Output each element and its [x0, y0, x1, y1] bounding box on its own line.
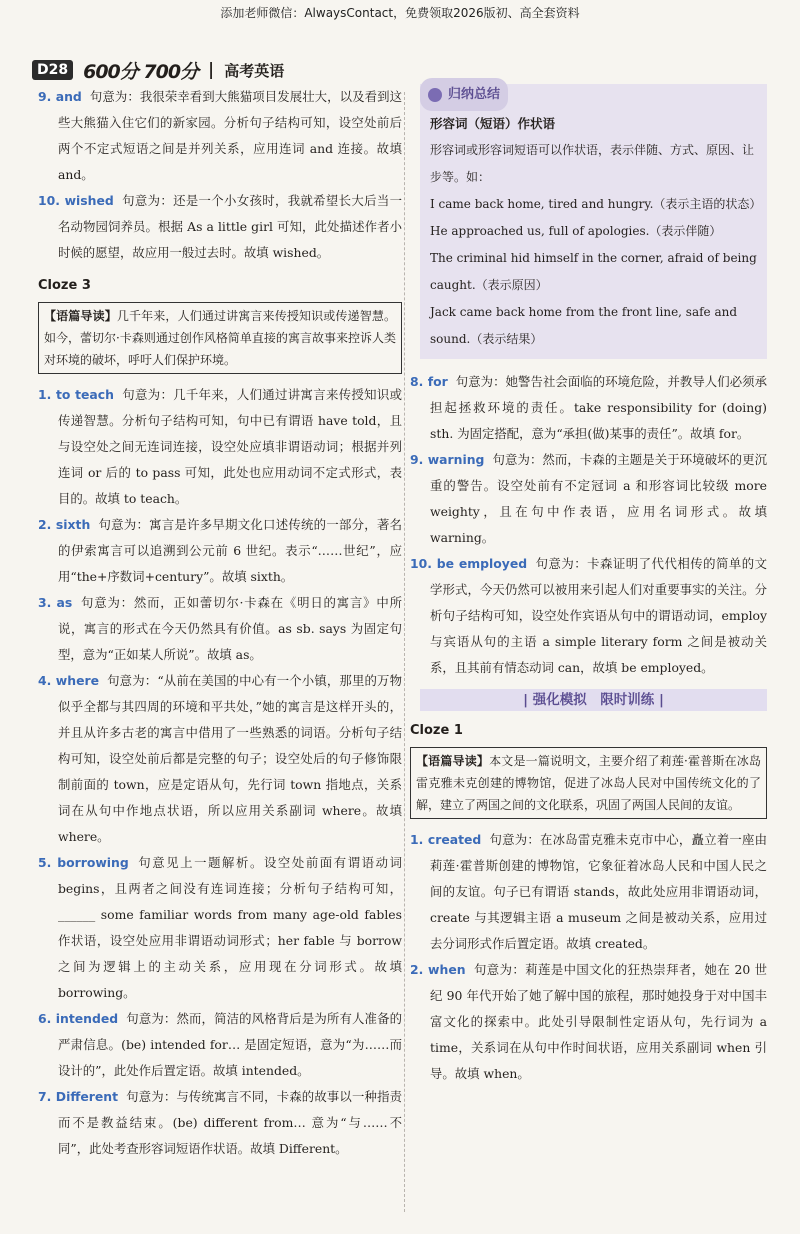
answer-key: 2. when: [410, 962, 466, 977]
answer-item: [38, 512, 402, 590]
answer-key: 5. borrowing: [38, 855, 129, 870]
top-note: 添加老师微信：AlwaysContact，免费领取2026版初、高全套资料: [220, 6, 580, 20]
answer-item: [38, 850, 402, 1006]
right-column: [410, 84, 767, 1087]
answer-key: 9. warning: [410, 452, 485, 467]
answer-item: [38, 1084, 402, 1162]
passage-guide: [38, 302, 402, 374]
answer-item: [410, 551, 767, 681]
answer-key: 4. where: [38, 673, 99, 688]
answer-text: 句意为：她警告社会面临的环境危险，并教导人们必须承担起拯救环境的责任。take responsibility for (doing) sth. 为固定搭配，意为“承担(做)某事的责任”。故填 for。: [430, 374, 768, 441]
summary-line: I came back home, tired and hungry.（表示主语的状态）: [430, 197, 762, 211]
answer-text: 句意为：莉莲是中国文化的狂热崇拜者，她在 20 世纪 90 年代开始了她了解中国的旅程，那时她投身于对中国丰富文化的探索中。此处引导限制性定语从句，先行词为 a time，关系词在从句中作时间状语，应用关系副词 when 引导。故填 when。: [430, 962, 767, 1081]
answer-key: 8. for: [410, 374, 448, 389]
answer-text: 句意为：在冰岛雷克雅未克市中心，矗立着一座由莉莲·霍普斯创建的博物馆，它象征着冰岛人民和中国人民之间的友谊。句子已有谓语 stands，故此处应用非谓语动词，create 与其逻辑主语 a museum 之间是被动关系，应用过去分词形式作后置定语。故填 created。: [430, 832, 768, 951]
answer-item: [410, 957, 767, 1087]
answer-item: [410, 447, 767, 551]
answer-item: [38, 668, 402, 850]
answer-item: [38, 590, 402, 668]
answer-text: 句意见上一题解析。设空处前面有谓语动词 begins，且两者之间没有连词连接；分析句子结构可知，______ some familiar words from many age-old fables 作状语，设空处应用非谓语动词形式；her fable 与 borrow 之间为逻辑上的主动关系，应用现在分词形式。故填 borrowing。: [58, 855, 402, 1000]
answer-item: [38, 1006, 402, 1084]
answer-key: 2. sixth: [38, 517, 91, 532]
passage-guide: [410, 747, 767, 819]
answer-item: [410, 827, 767, 957]
summary-line: The criminal hid himself in the corner, afraid of being caught.（表示原因）: [430, 251, 757, 292]
left-column: [38, 84, 402, 1162]
summary-icon: [428, 88, 442, 102]
answer-key: 3. as: [38, 595, 73, 610]
summary-line: He approached us, full of apologies.（表示伴随）: [430, 224, 722, 238]
guide-text: 本文是一篇说明文，主要介绍了莉莲·霍普斯在冰岛雷克雅未克创建的博物馆，促进了冰岛人民对中国传统文化的了解，建立了两国之间的文化联系，巩固了两国人民间的友谊。: [416, 754, 761, 812]
answer-key: 10. be employed: [410, 556, 528, 571]
answer-text: 句意为：寓言是许多早期文化口述传统的一部分，著名的伊索寓言可以追溯到公元前 6 世纪。表示“……世纪”，应用“the+序数词+century”。故填 sixth。: [58, 517, 402, 584]
answer-text: 句意为：我很荣幸看到大熊猫项目发展壮大，以及看到这些大熊猫入住它们的新家园。分析句子结构可知，设空处前后两个不定式短语之间是并列关系，应用连词 and 连接。故填 and。: [58, 89, 402, 182]
answer-item: [38, 84, 402, 188]
answer-text: 句意为：还是一个小女孩时，我就希望长大后当一名动物园饲养员。根据 As a little girl 可知，此处描述作者小时候的愿望，故应用一般过去时。故填 wished。: [58, 193, 402, 260]
brand-logo: 600分 700分: [83, 60, 199, 83]
cloze-title: Cloze 1: [410, 723, 463, 738]
answer-text: 句意为：几千年来，人们通过讲寓言来传授知识或传递智慧。分析句子结构可知，句中已有谓语 have told，且与设空处之间无连词连接，设空处应填非谓语动词；根据并列连词 or 后的 to pass 可知，此处也应用动词不定式形式，表目的。故填 to teach。: [58, 387, 403, 506]
column-divider: [404, 92, 405, 1212]
answer-key: 1. to teach: [38, 387, 114, 402]
summary-line: Jack came back home from the front line, safe and sound.（表示结果）: [430, 305, 738, 346]
answer-key: 10. wished: [38, 193, 114, 208]
page-code: D28: [32, 60, 73, 80]
answer-text: 句意为：卡森证明了代代相传的简单的文学形式，今天仍然可以被用来引起人们对重要事实的关注。分析句子结构可知，设空处作宾语从句中的谓语动词，employ 与宾语从句的主语 a simple literary form 之间是被动关系，且其前有情态动词 can，故填 be employed。: [430, 556, 768, 675]
page-header: [32, 58, 284, 82]
guide-tag: 【语篇导读】: [44, 309, 117, 323]
answer-text: 句意为：然而，正如蕾切尔·卡森在《明日的寓言》中所说，寓言的形式在今天仍然具有价值。as sb. says 为固定句型，意为“正如某人所说”。故填 as。: [58, 595, 402, 662]
answer-text: 句意为：与传统寓言不同，卡森的故事以一种指责而不是教益结束。(be) different from… 意为“与……不同”，此处考查形容词短语作状语。故填 Different。: [58, 1089, 403, 1156]
summary-tab: [420, 78, 508, 111]
summary-title: 形容词（短语）作状语: [430, 116, 556, 131]
answer-text: 句意为：然而，简洁的风格背后是为所有人准备的严肃信息。(be) intended for… 是固定短语，意为“为……而设计的”，此处作后置定语。故填 intended。: [58, 1011, 402, 1078]
cloze-title: Cloze 3: [38, 278, 91, 293]
answer-key: 1. created: [410, 832, 482, 847]
answer-item: [38, 382, 402, 512]
answer-key: 6. intended: [38, 1011, 119, 1026]
summary-line: 形容词或形容词短语可以作状语，表示伴随、方式、原因、让步等。如：: [430, 143, 755, 184]
subject-title: 高考英语: [224, 61, 285, 80]
guide-tag: 【语篇导读】: [416, 754, 490, 768]
summary-box: [420, 84, 767, 359]
answer-item: [410, 369, 767, 447]
answer-item: [38, 188, 402, 266]
answer-text: 句意为：然而，卡森的主题是关于环境破坏的更沉重的警告。设空处前有不定冠词 a 和形容词比较级 more weighty，且在句中作表语，应用名词形式。故填 warning。: [430, 452, 768, 545]
guide-text: 几千年来，人们通过讲寓言来传授知识或传递智慧。如今，蕾切尔·卡森则通过创作风格简单直接的寓言故事来控诉人类对环境的破坏，呼吁人们保护环境。: [44, 309, 396, 367]
section-bar: | 强化模拟 限时训练 |: [420, 689, 767, 711]
answer-key: 9. and: [38, 89, 82, 104]
answer-key: 7. Different: [38, 1089, 119, 1104]
answer-text: 句意为：“从前在美国的中心有一个小镇，那里的万物似乎全都与其四周的环境和平共处，”她的寓言是这样开头的，并且从许多古老的寓言中借用了一些熟悉的词语。分析句子结构可知，设空处前后都是完整的句子；设空处后的句子修饰限制前面的 town，应是定语从句，先行词 town 指地点，关系词在从句中作地点状语，所以应用关系副词 where。故填 where。: [58, 673, 402, 844]
summary-tab-label: 归纳总结: [448, 87, 501, 102]
header-separator: |: [208, 60, 215, 80]
